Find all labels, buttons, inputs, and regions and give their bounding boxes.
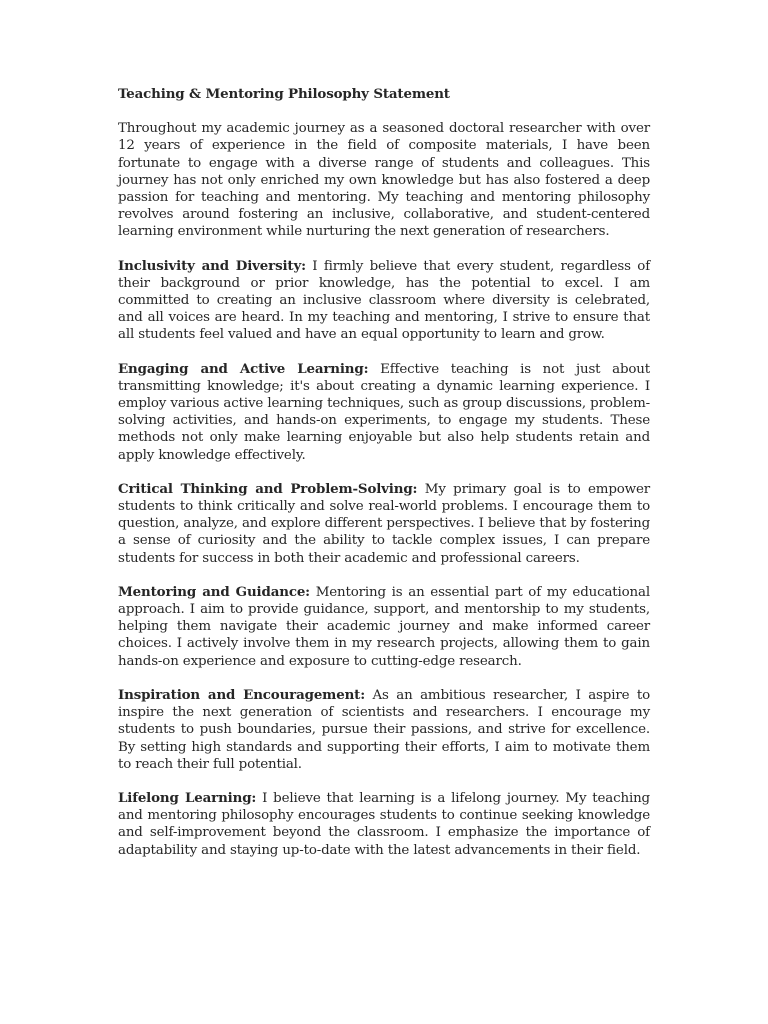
section-heading: Inclusivity and Diversity: — [118, 257, 306, 274]
section-heading: Mentoring and Guidance: — [118, 583, 310, 600]
section-body: My primary goal is to empower students to think critically and solve real-world problems. I encourage them to question, analyze, and explore different perspectives. I believe that by fostering a sense of curiosity and the ability to tackle complex issues, I can prepare students for success in both their academic and professional careers. — [118, 481, 650, 566]
section-body: As an ambitious researcher, I aspire to inspire the next generation of scientists and researchers. I encourage my students to push boundaries, pursue their passions, and strive for excellence. By setting high standards and supporting their efforts, I aim to motivate them to reach their full potential. — [118, 687, 651, 772]
section-critical-thinking — [118, 481, 650, 567]
section-heading: Inspiration and Encouragement: — [118, 686, 365, 703]
section-heading: Engaging and Active Learning: — [118, 360, 369, 377]
document-page — [118, 86, 650, 876]
section-inclusivity-diversity — [118, 258, 650, 344]
section-inspiration-encouragement — [118, 687, 650, 773]
section-heading: Lifelong Learning: — [118, 789, 257, 806]
section-heading: Critical Thinking and Problem-Solving: — [118, 480, 418, 497]
intro-paragraph: Throughout my academic journey as a seasoned doctoral researcher with over 12 years of experience in the field of composite materials, I have been fortunate to engage with a diverse range of students and colleagues. This journey has not only enriched my own knowledge but has also fostered a deep passion for teaching and mentoring. My teaching and mentoring philosophy revolves around fostering an inclusive, collaborative, and student-centered learning environment while nurturing the next generation of researchers. — [118, 121, 650, 240]
section-engaging-active-learning — [118, 361, 650, 464]
document-title: Teaching & Mentoring Philosophy Statement — [118, 86, 450, 102]
section-mentoring-guidance — [118, 584, 650, 670]
section-body: Effective teaching is not just about transmitting knowledge; it's about creating a dynamic learning experience. I employ various active learning techniques, such as group discussions, problem-solving activities, and hands-on experiments, to engage my students. These methods not only make learning enjoyable but also help students retain and apply knowledge effectively. — [118, 361, 650, 463]
section-body: I firmly believe that every student, regardless of their background or prior knowledge, has the potential to excel. I am committed to creating an inclusive classroom where diversity is celebrated, and all voices are heard. In my teaching and mentoring, I strive to ensure that all students feel valued and have an equal opportunity to learn and grow. — [118, 258, 650, 343]
section-body: Mentoring is an essential part of my educational approach. I aim to provide guidance, support, and mentorship to my students, helping them navigate their academic journey and make informed career choices. I actively involve them in my research projects, allowing them to gain hands-on experience and exposure to cutting-edge research. — [118, 584, 651, 669]
section-lifelong-learning — [118, 790, 650, 859]
section-body: I believe that learning is a lifelong journey. My teaching and mentoring philosophy encourages students to continue seeking knowledge and self-improvement beyond the classroom. I emphasize the importance of adaptability and staying up-to-date with the latest advancements in their field. — [118, 790, 650, 858]
